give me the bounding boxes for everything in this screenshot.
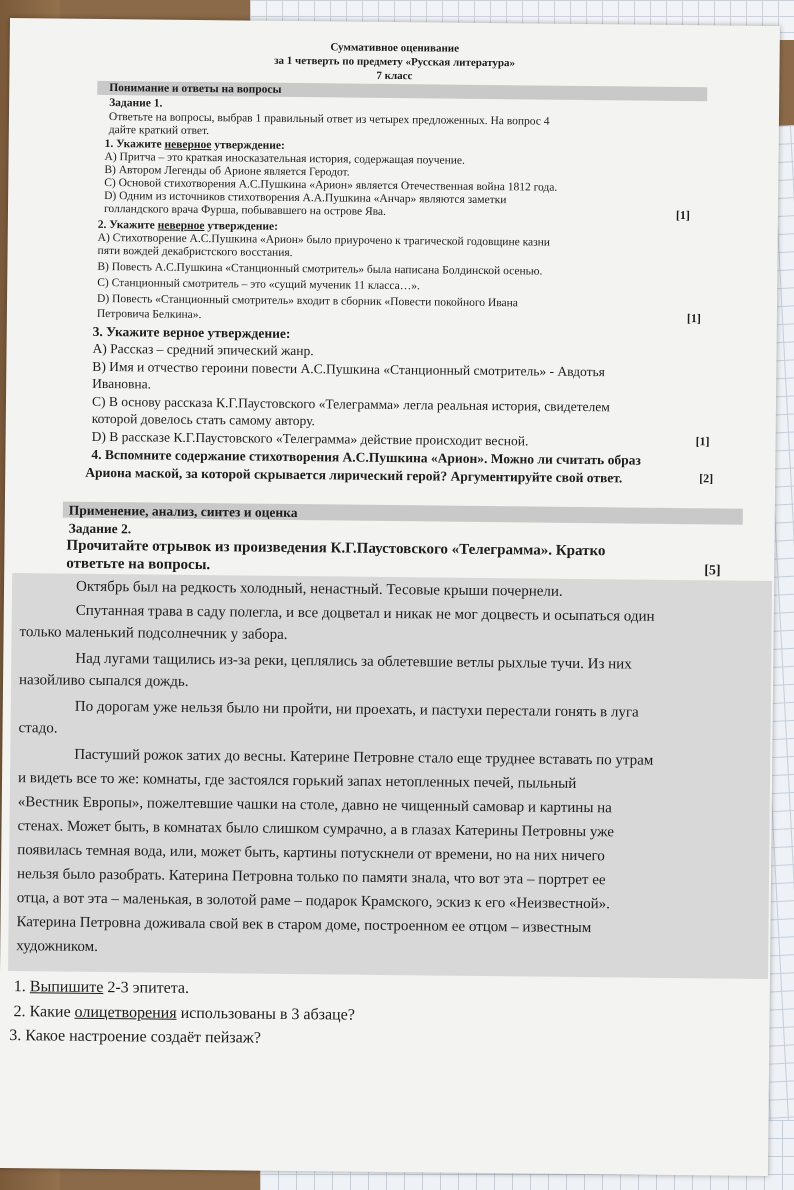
q1-option-c: C) Основой стихотворения А.С.Пушкина «Арион» является Отечественная война 1812 года. bbox=[104, 176, 558, 194]
task2-label: Задание 2. bbox=[68, 520, 132, 537]
excerpt-line-13: нельзя было разобрать. Катерина Петровна только по памяти знала, что вот эта – портрет ее bbox=[16, 866, 606, 889]
task2-instruction-1: Прочитайте отрывок из произведения К.Г.Паустовского «Телеграмма». Кратко bbox=[66, 537, 606, 560]
excerpt-line-11: стенах. Может быть, в комнатах было слишком сумрачно, а в глазах Катерины Петровны уже bbox=[17, 818, 615, 841]
q2-mark: [1] bbox=[686, 311, 701, 326]
doc-subtitle: за 1 четверть по предмету «Русская литература» bbox=[274, 54, 516, 70]
q2-option-d-1: D) Повесть «Станционный смотритель» входит в сборник «Повести покойного Ивана bbox=[97, 292, 518, 310]
q3-option-b-2: Ивановна. bbox=[92, 375, 152, 392]
task1-instruction-2: дайте краткий ответ. bbox=[108, 124, 210, 138]
q2-option-a-1: A) Стихотворение А.С.Пушкина «Арион» было приурочено к трагической годовщине казни bbox=[97, 231, 551, 249]
q4-line-1: 4. Вспомните содержание стихотворения А.С.Пушкина «Арион». Можно ли считать образ bbox=[91, 446, 641, 468]
q3-option-c-1: C) В основу рассказа К.Г.Паустовского «Телеграмма» легла реальная история, свидетелем bbox=[91, 393, 610, 415]
doc-grade: 7 класс bbox=[376, 69, 413, 83]
doc-title: Суммативное оценивание bbox=[330, 41, 460, 55]
q3-option-b-1: B) Имя и отчество героини повести А.С.Пушкина «Станционный смотритель» - Авдотья bbox=[92, 358, 606, 380]
task1-label: Задание 1. bbox=[109, 97, 163, 110]
excerpt-line-15: Катерина Петровна доживала свой век в старом доме, построенном ее отцом – известным bbox=[16, 914, 592, 937]
q2-title: 2. Укажите неверное утверждение: bbox=[97, 218, 279, 233]
worksheet bbox=[0, 18, 780, 1176]
q2-option-b: B) Повесть А.С.Пушкина «Станционный смотритель» была написана Болдинской осенью. bbox=[97, 260, 543, 278]
task2-question-2: 2. Какие олицетворения использованы в 3 абзаце? bbox=[13, 1003, 355, 1024]
excerpt-line-9: и видеть все то же: комнаты, где застоялся горький запах нетопленных печей, пыльный bbox=[17, 770, 577, 792]
q2-option-c: C) Станционный смотритель – это «сущий мученик 11 класса…». bbox=[97, 276, 420, 293]
excerpt-line-4: Над лугами тащились из-за реки, цеплялись за облетевшие ветлы рыхлые тучи. Из них bbox=[75, 650, 632, 673]
section1-title: Понимание и ответы на вопросы bbox=[109, 82, 282, 96]
q3-mark: [1] bbox=[695, 434, 710, 449]
excerpt-line-7: стадо. bbox=[18, 720, 58, 737]
excerpt-line-8: Пастуший рожок затих до весны. Катерине Петровне стало еще труднее вставать по утрам bbox=[74, 746, 654, 769]
task2-question-3: 3. Какое настроение создаёт пейзаж? bbox=[9, 1027, 261, 1047]
excerpt-line-10: «Вестник Европы», пожелтевшие чашки на столе, давно не чищенный самовар и картины на bbox=[17, 794, 612, 817]
q1-option-a: A) Притча – это краткая иносказательная история, содержащая поучение. bbox=[104, 150, 465, 167]
q3-title: 3. Укажите верное утверждение: bbox=[92, 323, 291, 341]
task2-mark: [5] bbox=[704, 563, 721, 579]
excerpt-line-1: Октябрь был на редкость холодный, ненастный. Тесовые крыши почернели. bbox=[75, 578, 563, 600]
excerpt-box bbox=[8, 573, 772, 979]
excerpt-line-3: только маленький подсолнечник у забора. bbox=[19, 624, 288, 643]
q3-option-c-2: которой довелось стать самому автору. bbox=[91, 410, 315, 429]
q1-option-d-1: D) Одним из источников стихотворения А.А.Пушкина «Анчар» являются заметки bbox=[104, 189, 507, 207]
q1-title: 1. Укажите неверное утверждение: bbox=[104, 137, 285, 152]
q3-option-a: A) Рассказ – средний эпический жанр. bbox=[92, 340, 314, 359]
excerpt-line-6: По дорогам уже нельзя было ни пройти, ни проехать, и пастухи перестали гонять в луга bbox=[74, 698, 639, 721]
section2-title: Применение, анализ, синтез и оценка bbox=[68, 502, 298, 521]
excerpt-line-2: Спутанная трава в саду полегла, и все доцветал и никак не мог доцвесть и осыпаться один bbox=[75, 602, 655, 625]
excerpt-line-14: отца, а вот эта – маленькая, в золотой раме – подарок Крамского, эскиз к его «Неизвестной». bbox=[16, 890, 611, 913]
q2-option-d-2: Петровича Белкина». bbox=[96, 307, 202, 322]
task2-instruction-2: ответьте на вопросы. bbox=[66, 555, 211, 574]
q4-mark: [2] bbox=[699, 471, 714, 486]
q2-option-a-2: пяти вождей декабристского восстания. bbox=[97, 244, 293, 259]
q4-line-2: Ариона маской, за которой скрывается лирический герой? Аргументируйте свой ответ. bbox=[85, 464, 623, 486]
excerpt-line-16: художником. bbox=[16, 938, 99, 955]
q1-option-b: B) Автором Легенды об Арионе является Геродот. bbox=[104, 163, 350, 179]
excerpt-line-5: назойливо сыпался дождь. bbox=[18, 672, 189, 690]
excerpt-line-12: появилась темная вода, или, может быть, картины потускнели от времени, но на них ничего bbox=[17, 842, 605, 865]
q3-option-d: D) В рассказе К.Г.Паустовского «Телеграмма» действие происходит весной. bbox=[91, 428, 529, 449]
task2-question-1: 1. Выпишите 2-3 эпитета. bbox=[13, 978, 190, 997]
task1-instruction-1: Ответьте на вопросы, выбрав 1 правильный ответ из четырех предложенных. На вопрос 4 bbox=[108, 111, 550, 128]
q1-option-d-2: голландского врача Фурша, побывавшего на острове Ява. bbox=[103, 202, 386, 218]
q1-mark: [1] bbox=[675, 207, 691, 223]
